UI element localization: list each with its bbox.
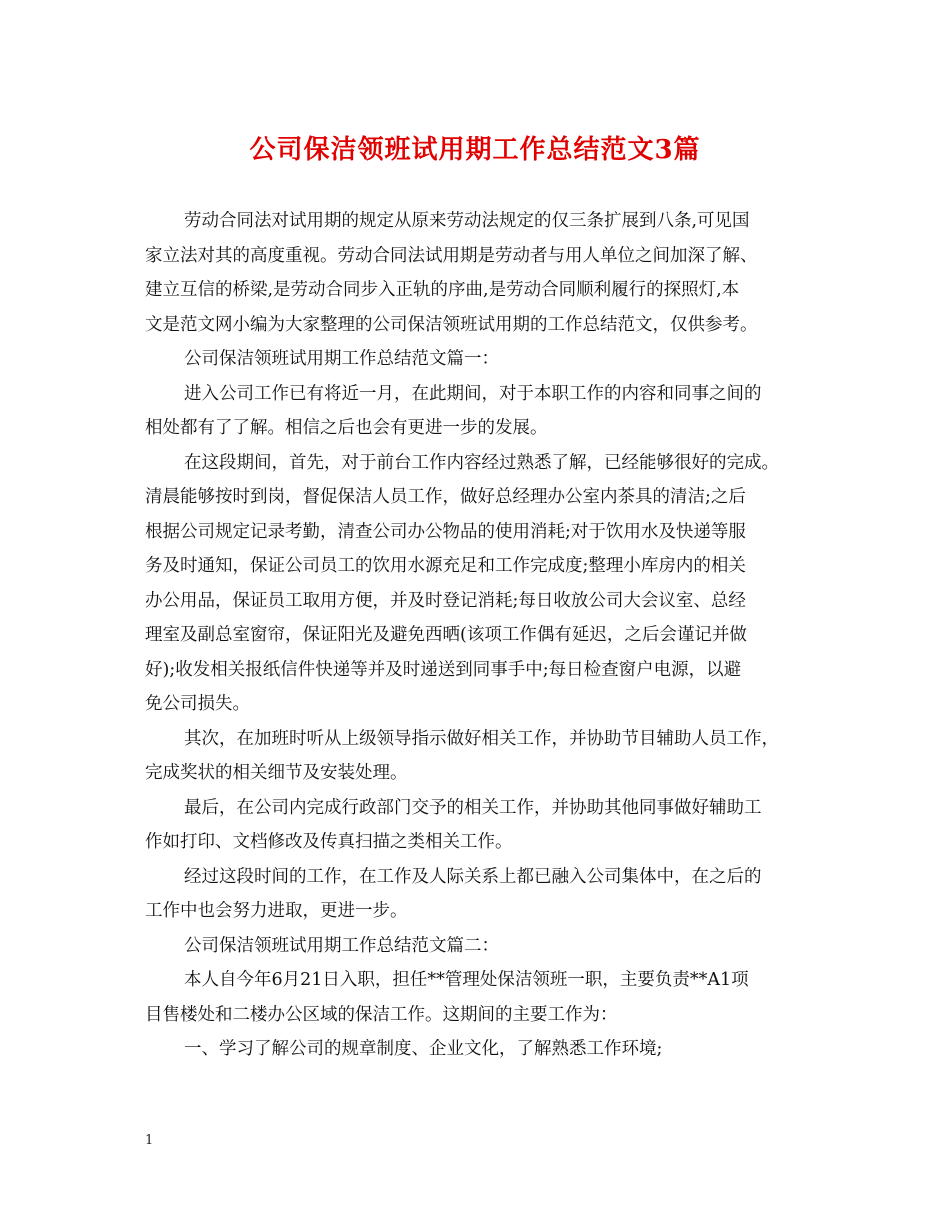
text-line: 进入公司工作已有将近一月，在此期间，对于本职工作的内容和同事之间的	[184, 383, 762, 404]
text-line: 完成奖状的相关细节及安装处理。	[145, 763, 408, 783]
text-line: 公司保洁领班试用期工作总结范文篇一：	[184, 349, 499, 369]
text-line: 劳动合同法对试用期的规定从原来劳动法规定的仅三条扩展到八条,可见国	[184, 211, 750, 231]
text-line: 办公用品，保证员工取用方便，并及时登记消耗;每日收放公司大会议室、总经	[145, 590, 746, 611]
text-line: 一、学习了解公司的规章制度、企业文化，了解熟悉工作环境;	[184, 1039, 663, 1059]
text-line: 其次，在加班时听从上级领导指示做好相关工作，并协助节目辅助人员工作，	[184, 728, 779, 749]
text-line: 建立互信的桥梁,是劳动合同步入正轨的序曲,是劳动合同顺利履行的探照灯,本	[145, 280, 740, 300]
text-line: 免公司损失。	[145, 694, 250, 714]
text-line: 作如打印、文档修改及传真扫描之类相关工作。	[145, 832, 513, 852]
text-line: 经过这段时间的工作，在工作及人际关系上都已融入公司集体中，在之后的	[184, 866, 762, 887]
page-number: 1	[145, 1133, 154, 1148]
text-line: 在这段期间，首先，对于前台工作内容经过熟悉了解，已经能够很好的完成。	[184, 452, 779, 473]
text-line: 家立法对其的高度重视。劳动合同法试用期是劳动者与用人单位之间加深了解、	[145, 245, 758, 266]
document-body	[145, 204, 813, 1067]
document-title: 公司保洁领班试用期工作总结范文3篇	[249, 135, 701, 165]
text-line: 公司保洁领班试用期工作总结范文篇二：	[184, 935, 499, 956]
text-line: 文是范文网小编为大家整理的公司保洁领班试用期的工作总结范文，仅供参考。	[145, 314, 758, 335]
text-line: 理室及副总室窗帘，保证阳光及避免西晒(该项工作偶有延迟，之后会谨记并做	[145, 625, 747, 645]
text-line: 好);收发相关报纸信件快递等并及时递送到同事手中;每日检查窗户电源，以避	[145, 659, 742, 680]
text-line: 目售楼处和二楼办公区域的保洁工作。这期间的主要工作为：	[145, 1004, 618, 1025]
text-line: 工作中也会努力进取，更进一步。	[145, 901, 408, 921]
text-line: 根据公司规定记录考勤，清查公司办公物品的使用消耗;对于饮用水及快递等服	[145, 521, 746, 542]
text-line: 本人自今年6月21日入职，担任**管理处保洁领班一职，主要负责**A1项	[184, 970, 749, 990]
text-line: 最后，在公司内完成行政部门交予的相关工作，并协助其他同事做好辅助工	[184, 797, 762, 818]
text-line: 清晨能够按时到岗，督促保洁人员工作，做好总经理办公室内茶具的清洁;之后	[145, 487, 746, 507]
text-line: 相处都有了了解。相信之后也会有更进一步的发展。	[145, 418, 548, 438]
text-line: 务及时通知，保证公司员工的饮用水源充足和工作完成度;整理小库房内的相关	[145, 556, 746, 576]
